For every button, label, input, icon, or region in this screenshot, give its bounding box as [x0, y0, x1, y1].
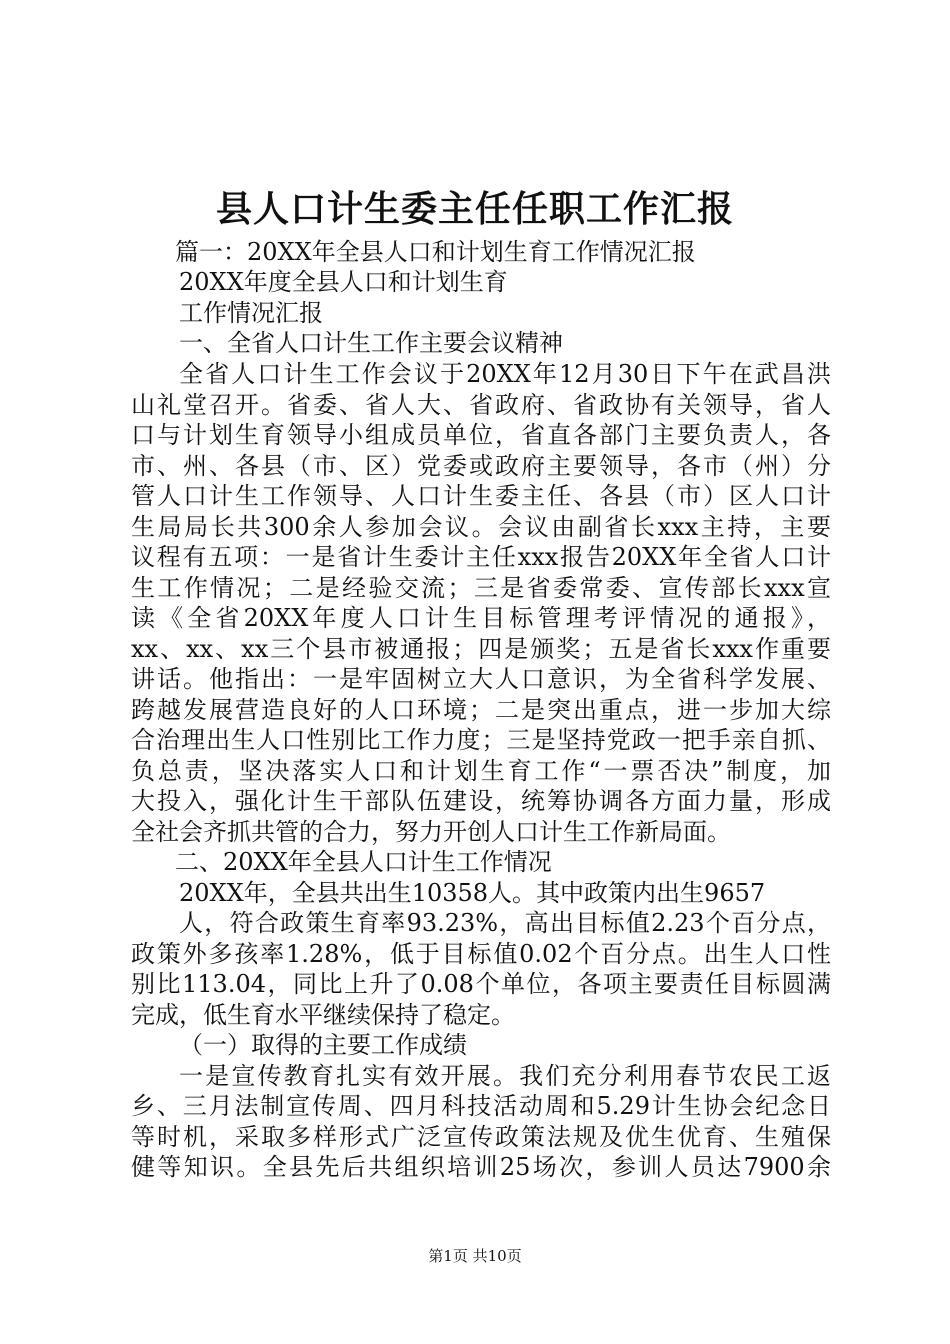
paragraph-line: 全省人口计生工作会议于20XX年12月30日下午在武昌洪: [179, 360, 831, 388]
article-heading: 篇一：20XX年全县人口和计划生育工作情况汇报: [175, 238, 696, 266]
section-heading-2: 二、20XX年全县人口计生工作情况: [175, 848, 552, 876]
paragraph-line: 等时机，采取多样形式广泛宣传政策法规及优生优育、生殖保: [131, 1123, 831, 1151]
paragraph-line: 一是宣传教育扎实有效开展。我们充分利用春节农民工返: [179, 1062, 831, 1090]
subsection-heading: （一）取得的主要工作成绩: [179, 1031, 467, 1059]
paragraph-line: 生局局长共300余人参加会议。会议由副省长xxx主持，主要: [131, 513, 831, 541]
paragraph-line: 别比113.04，同比上升了0.08个单位，各项主要责任目标圆满: [131, 970, 831, 998]
paragraph-line: 全社会齐抓共管的合力，努力开创人口计生工作新局面。: [131, 818, 731, 846]
paragraph-line: 乡、三月法制宣传周、四月科技活动周和5.29计生协会纪念日: [131, 1092, 831, 1120]
page-number-footer: 第1页 共10页: [428, 1247, 522, 1265]
document-title: 县人口计生委主任任职工作汇报: [215, 188, 734, 230]
paragraph-line: 口与计划生育领导小组成员单位，省直各部门主要负责人，各: [131, 421, 831, 449]
paragraph-line: 读《全省20XX年度人口计生目标管理考评情况的通报》，: [131, 604, 831, 632]
paragraph-line: 政策外多孩率1.28%，低于目标值0.02个百分点。出生人口性: [131, 940, 831, 968]
paragraph-line: 人，符合政策生育率93.23%，高出目标值2.23个百分点，: [179, 909, 831, 937]
paragraph-line: 跨越发展营造良好的人口环境；二是突出重点，进一步加大综: [131, 696, 831, 724]
report-heading-line-2: 工作情况汇报: [179, 299, 323, 327]
paragraph-line: 生工作情况；二是经验交流；三是省委常委、宣传部长xxx宣: [131, 574, 831, 602]
paragraph-line: 完成，低生育水平继续保持了稳定。: [131, 1001, 515, 1029]
paragraph-line: 山礼堂召开。省委、省人大、省政府、省政协有关领导，省人: [131, 391, 831, 419]
paragraph-line: 管人口计生工作领导、人口计生委主任、各县（市）区人口计: [131, 482, 831, 510]
paragraph-line: 健等知识。全县先后共组织培训25场次，参训人员达7900余: [131, 1153, 831, 1181]
section-heading-1: 一、全省人口计生工作主要会议精神: [179, 329, 563, 357]
paragraph-line: 大投入，强化计生干部队伍建设，统筹协调各方面力量，形成: [131, 787, 831, 815]
paragraph-line: 讲话。他指出：一是牢固树立大人口意识，为全省科学发展、: [131, 665, 831, 693]
paragraph-line: 负总责，坚决落实人口和计划生育工作“一票否决”制度，加: [131, 757, 831, 785]
report-heading-line-1: 20XX年度全县人口和计划生育: [179, 268, 508, 296]
paragraph-line: xx、xx、xx三个县市被通报；四是颁奖；五是省长xxx作重要: [131, 635, 831, 663]
paragraph-line: 议程有五项：一是省计生委计主任xxx报告20XX年全省人口计: [131, 543, 831, 571]
paragraph-line: 市、州、各县（市、区）党委或政府主要领导，各市（州）分: [131, 452, 831, 480]
paragraph-line: 20XX年，全县共出生10358人。其中政策内出生9657: [179, 879, 766, 907]
paragraph-line: 合治理出生人口性别比工作力度；三是坚持党政一把手亲自抓、: [131, 726, 831, 754]
